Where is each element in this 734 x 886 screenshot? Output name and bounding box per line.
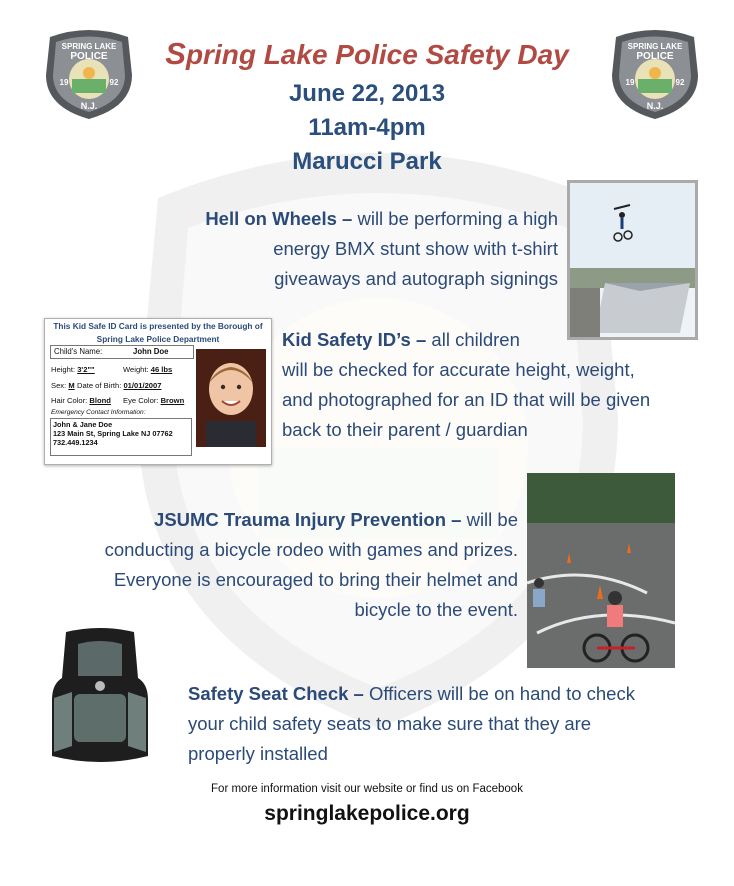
jsumc-line1: will be: [461, 509, 518, 530]
title-first-letter: S: [165, 36, 186, 71]
id-card-eye-value: Brown: [160, 396, 185, 405]
event-date: June 22, 2013: [288, 80, 446, 107]
badge-left-middle-text: POLICE: [70, 51, 108, 62]
seat-check-line3: properly installed: [188, 743, 328, 764]
kid-safety-heading: Kid Safety ID’s –: [282, 329, 427, 350]
hell-on-wheels-heading: Hell on Wheels –: [205, 208, 353, 229]
id-card-child-photo: [196, 349, 266, 447]
kid-safety-line1: all children: [426, 329, 520, 350]
id-card-emergency-box: [50, 418, 192, 456]
badge-right-year-left: 19: [625, 78, 635, 87]
id-card-header-line2: Spring Lake Police Department: [96, 334, 220, 344]
badge-right-bottom-text: N.J.: [646, 101, 664, 111]
footer-info: For more information visit our website or find us on Facebook: [211, 783, 523, 795]
id-card-emergency-label: Emergency Contact Information:: [51, 409, 146, 416]
seat-check-heading: Safety Seat Check –: [188, 683, 364, 704]
id-card-height-value: 3'2"": [77, 365, 95, 374]
seat-check-line2: your child safety seats to make sure that they are: [188, 713, 592, 734]
id-card-contact-line2: 123 Main St, Spring Lake NJ 07762: [53, 429, 173, 438]
jsumc-line2: conducting a bicycle rodeo with games and prizes.: [104, 539, 518, 560]
id-card-dob-row: [77, 381, 161, 390]
hell-on-wheels-line3: giveaways and autograph signings: [274, 268, 558, 289]
badge-right-year-right: 92: [675, 78, 685, 87]
bmx-photo: [567, 180, 698, 340]
id-card-weight-row: [123, 365, 172, 374]
id-card-height-label: Height:: [51, 365, 76, 374]
id-card-weight-value: 46 lbs: [150, 365, 173, 374]
kid-safety-line2: will be checked for accurate height, weight,: [282, 359, 635, 380]
id-card-hair-row: [51, 396, 111, 405]
id-card-name-label: Child's Name:: [54, 347, 103, 356]
seat-check-section: [188, 679, 668, 769]
car-seat-photo: [48, 628, 152, 768]
id-card-hair-value: Blond: [89, 396, 111, 405]
id-card-sex-value: M: [68, 381, 75, 390]
id-card-dob-value: 01/01/2007: [123, 381, 162, 390]
seat-check-line1: Officers will be on hand to check: [363, 683, 635, 704]
id-card-height-row: [51, 365, 95, 374]
id-card-contact-line3: 732.449.1234: [53, 438, 98, 447]
badge-right-middle-text: POLICE: [636, 51, 674, 62]
badge-left-top-text: SPRING LAKE: [61, 42, 117, 51]
jsumc-heading: JSUMC Trauma Injury Prevention –: [154, 509, 462, 530]
website-link[interactable]: springlakepolice.org: [264, 802, 470, 825]
badge-right-top-text: SPRING LAKE: [627, 42, 683, 51]
title-rest: pring Lake Police Safety Day: [185, 39, 569, 70]
badge-left-bottom-text: N.J.: [80, 101, 98, 111]
event-location: Marucci Park: [292, 148, 442, 175]
id-card-dob-label: Date of Birth:: [77, 381, 122, 390]
jsumc-section: [60, 505, 518, 625]
id-card-header-line1: This Kid Safe ID Card is presented by the Borough of: [53, 321, 263, 331]
kid-safety-line3: and photographed for an ID that will be given: [282, 389, 651, 410]
kid-safe-id-card: [44, 318, 272, 465]
hell-on-wheels-section: [184, 204, 558, 294]
hell-on-wheels-line1: will be performing a high: [352, 208, 558, 229]
badge-left-year-left: 19: [59, 78, 69, 87]
jsumc-line4: bicycle to the event.: [354, 599, 518, 620]
id-card-hair-label: Hair Color:: [51, 396, 88, 405]
badge-left-year-right: 92: [109, 78, 119, 87]
kid-safety-section: [282, 325, 702, 445]
id-card-sex-label: Sex:: [51, 381, 67, 390]
event-time: 11am-4pm: [308, 114, 426, 141]
id-card-name-value: John Doe: [133, 347, 169, 356]
bicycle-rodeo-photo: [527, 473, 675, 668]
jsumc-line3: Everyone is encouraged to bring their helmet and: [113, 569, 518, 590]
id-card-contact-line1: John & Jane Doe: [53, 420, 113, 429]
id-card-sex-row: [51, 381, 75, 390]
id-card-weight-label: Weight:: [123, 365, 149, 374]
id-card-name-box: [50, 345, 194, 359]
hell-on-wheels-line2: energy BMX stunt show with t-shirt: [273, 238, 558, 259]
kid-safety-line4: back to their parent / guardian: [282, 419, 528, 440]
id-card-eye-label: Eye Color:: [123, 396, 159, 405]
page-title: [0, 36, 734, 72]
id-card-eye-row: [123, 396, 184, 405]
